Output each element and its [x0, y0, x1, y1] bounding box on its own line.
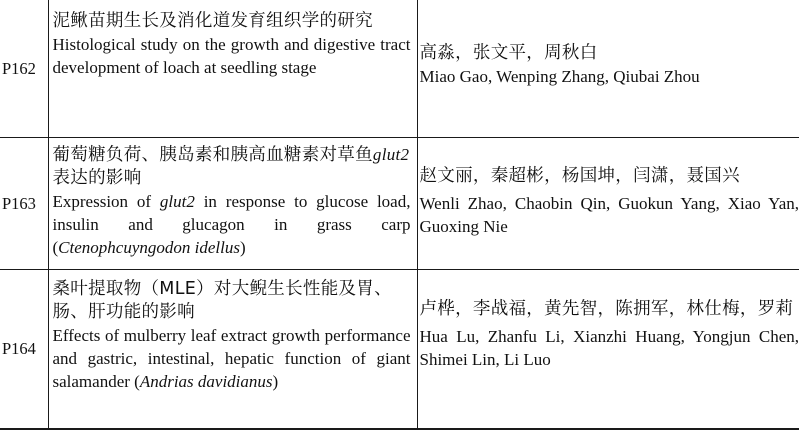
- authors-en: Hua Lu, Zhanfu Li, Xianzhi Huang, Yongjun Chen, Shimei Lin, Li Luo: [420, 321, 799, 371]
- title-zh: [53, 138, 411, 190]
- species-name: Ctenophcuyngodon idellus: [58, 238, 240, 257]
- title-en-text: ): [240, 238, 246, 257]
- title-en: [53, 190, 411, 259]
- authors-cell: [417, 269, 799, 429]
- species-name: Andrias davidianus: [140, 372, 273, 391]
- title-en-text: ): [273, 372, 279, 391]
- authors-zh: 赵文丽，秦超彬，杨国坤，闫潇，聂国兴: [420, 138, 799, 188]
- title-en-text: Effects of mulberry leaf extract growth performance and gastric, intestinal, hepatic function of giant salamander (: [53, 326, 411, 391]
- title-zh: 泥鳅苗期生长及消化道发育组织学的研究: [53, 0, 411, 33]
- title-en-text: Expression of: [53, 192, 160, 211]
- table-row: [0, 269, 799, 429]
- authors-cell: [417, 0, 799, 137]
- title-zh: 桑叶提取物（MLE）对大鲵生长性能及胃、肠、肝功能的影响: [53, 270, 411, 324]
- title-cell: [48, 0, 417, 137]
- title-en-text: in response to glucose load, insulin and glucagon in grass carp (: [53, 192, 411, 257]
- gene-name: glut2: [160, 192, 195, 211]
- title-en: Histological study on the growth and digestive tract development of loach at seedling stage: [53, 33, 411, 79]
- gene-name: glut2: [373, 145, 409, 164]
- authors-zh: 高淼，张文平，周秋白: [420, 0, 799, 65]
- table-row: [0, 137, 799, 269]
- authors-en: Wenli Zhao, Chaobin Qin, Guokun Yang, Xiao Yan, Guoxing Nie: [420, 188, 799, 238]
- table-row: [0, 0, 799, 137]
- title-cell: [48, 269, 417, 429]
- authors-zh: 卢桦，李战福，黄先智，陈拥军，林仕梅，罗莉: [420, 270, 799, 321]
- entry-id: P163: [0, 137, 48, 269]
- authors-cell: [417, 137, 799, 269]
- title-zh-text: 表达的影响: [53, 168, 142, 188]
- entry-id: P162: [0, 0, 48, 137]
- title-zh-text: 葡萄糖负荷、胰岛素和胰高血糖素对草鱼: [53, 145, 373, 165]
- title-en: [53, 324, 411, 393]
- title-cell: [48, 137, 417, 269]
- authors-en: Miao Gao, Wenping Zhang, Qiubai Zhou: [420, 65, 799, 88]
- entry-id: P164: [0, 269, 48, 429]
